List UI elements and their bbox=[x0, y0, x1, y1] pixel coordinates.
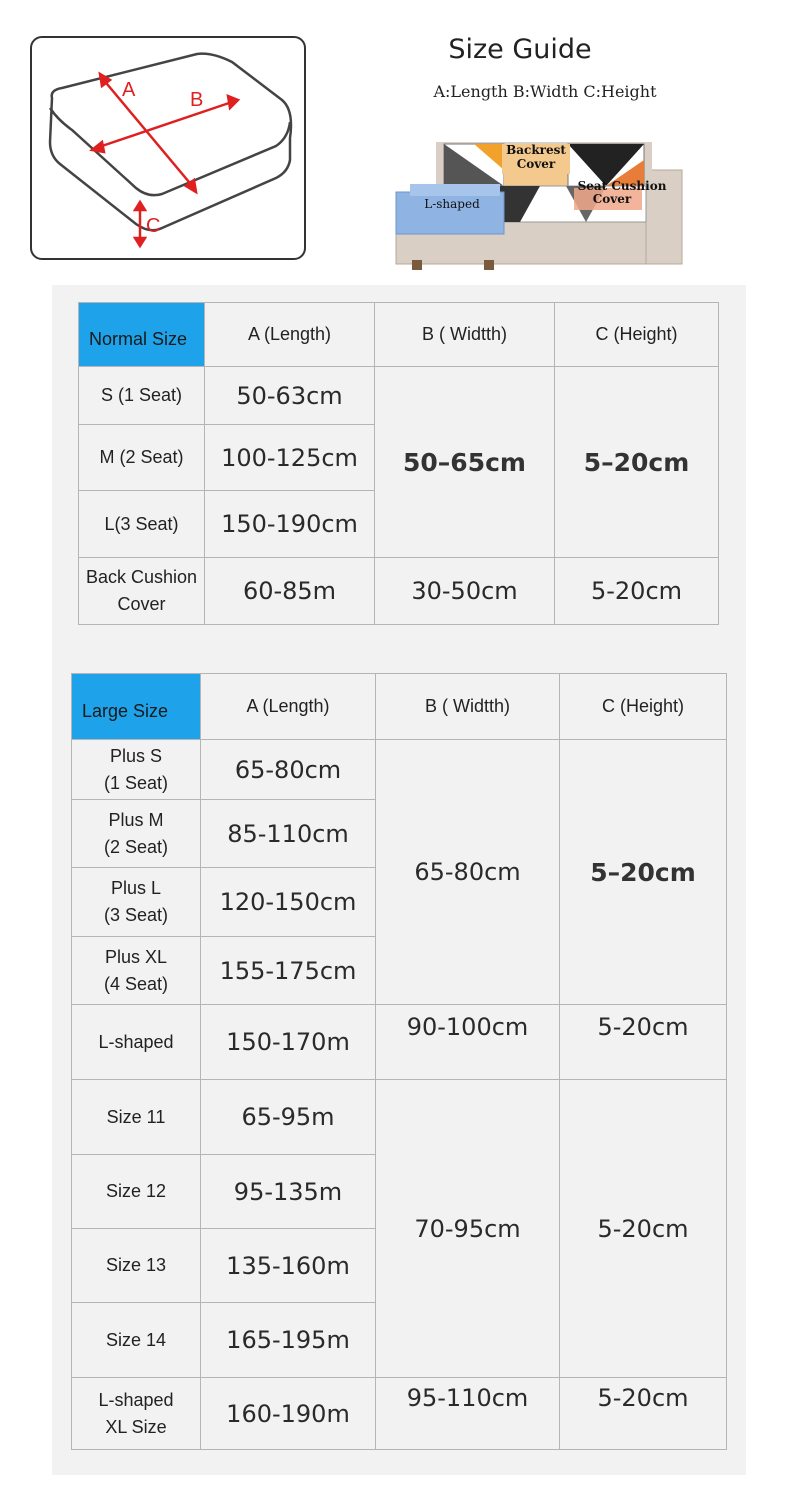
width-value: 70-95cm bbox=[376, 1080, 560, 1378]
row-label-line1: Plus M bbox=[108, 809, 164, 830]
length-value: 85-110cm bbox=[201, 800, 376, 868]
length-value: 155-175cm bbox=[201, 937, 376, 1005]
length-value: 65-80cm bbox=[201, 740, 376, 800]
backrest-label-1: Backrest bbox=[506, 143, 566, 157]
width-value: 90-100cm bbox=[376, 1005, 560, 1080]
seat-label-1: Seat Cushion bbox=[577, 179, 667, 193]
row-label-line2: (4 Seat) bbox=[103, 973, 169, 994]
table-row bbox=[72, 740, 727, 800]
col-length-header: A (Length) bbox=[205, 303, 375, 367]
cushion-diagram bbox=[30, 36, 306, 260]
width-value: 50–65cm bbox=[375, 367, 555, 558]
seat-label-2: Cover bbox=[592, 192, 632, 206]
row-label-line2: (3 Seat) bbox=[103, 905, 169, 925]
col-length-header: A (Length) bbox=[201, 674, 376, 740]
length-value: 65-95m bbox=[201, 1080, 376, 1155]
height-value: 5-20cm bbox=[560, 1080, 727, 1378]
row-label: Size 12 bbox=[72, 1155, 201, 1229]
length-value: 160-190m bbox=[201, 1378, 376, 1450]
page-title: Size Guide bbox=[448, 34, 592, 65]
row-label: L-shaped bbox=[72, 1005, 201, 1080]
row-label-line1: Plus S bbox=[109, 745, 163, 766]
table-row bbox=[72, 1378, 727, 1450]
row-label: Back Cushion Cover bbox=[79, 558, 205, 625]
row-label-line2: (2 Seat) bbox=[103, 836, 169, 857]
row-label bbox=[72, 800, 201, 868]
width-value: 65-80cm bbox=[376, 740, 560, 1005]
table-row bbox=[72, 1005, 727, 1080]
width-value: 30-50cm bbox=[375, 558, 555, 625]
height-value: 5–20cm bbox=[560, 740, 727, 1005]
length-value: 95-135m bbox=[201, 1155, 376, 1229]
row-label-line1: Plus L bbox=[110, 878, 162, 898]
row-label: Size 13 bbox=[72, 1229, 201, 1303]
height-value: 5–20cm bbox=[555, 367, 719, 558]
dimension-legend: A:Length B:Width C:Height bbox=[433, 82, 657, 101]
length-value: 50-63cm bbox=[205, 367, 375, 425]
large-size-table bbox=[71, 673, 727, 1450]
table-row bbox=[72, 1080, 727, 1155]
length-value: 100-125cm bbox=[205, 425, 375, 491]
col-height-header: C (Height) bbox=[560, 674, 727, 740]
row-label bbox=[72, 1378, 201, 1450]
col-width-header: B ( Widtth) bbox=[375, 303, 555, 367]
length-value: 150-190cm bbox=[205, 491, 375, 558]
row-label: M (2 Seat) bbox=[79, 425, 205, 491]
normal-size-table bbox=[78, 302, 719, 625]
row-label-line1: Plus XL bbox=[104, 946, 168, 967]
length-value: 120-150cm bbox=[201, 868, 376, 937]
row-label: L(3 Seat) bbox=[79, 491, 205, 558]
sofa-illustration bbox=[390, 130, 690, 272]
row-label-line2: (1 Seat) bbox=[103, 772, 169, 793]
lshape-label: L-shaped bbox=[424, 197, 480, 211]
normal-size-header: Normal Size bbox=[79, 303, 205, 367]
table-row bbox=[79, 558, 719, 625]
col-width-header: B ( Widtth) bbox=[376, 674, 560, 740]
length-value: 135-160m bbox=[201, 1229, 376, 1303]
length-value: 150-170m bbox=[201, 1005, 376, 1080]
row-label bbox=[72, 740, 201, 800]
cushion-sketch bbox=[32, 38, 304, 258]
col-height-header: C (Height) bbox=[555, 303, 719, 367]
height-value: 5-20cm bbox=[560, 1378, 727, 1450]
label-c: C bbox=[146, 215, 161, 237]
row-label bbox=[72, 937, 201, 1005]
large-size-header: Large Size bbox=[72, 674, 201, 740]
row-label bbox=[72, 868, 201, 937]
length-value: 165-195m bbox=[201, 1303, 376, 1378]
backrest-label-2: Cover bbox=[516, 157, 556, 171]
height-value: 5-20cm bbox=[560, 1005, 727, 1080]
width-value: 95-110cm bbox=[376, 1378, 560, 1450]
label-a: A bbox=[122, 79, 136, 101]
row-label: S (1 Seat) bbox=[79, 367, 205, 425]
height-value: 5-20cm bbox=[555, 558, 719, 625]
table-row bbox=[79, 367, 719, 425]
length-value: 60-85m bbox=[205, 558, 375, 625]
row-label-line1: L-shaped bbox=[98, 1389, 174, 1410]
row-label: Size 14 bbox=[72, 1303, 201, 1378]
row-label: Size 11 bbox=[72, 1080, 201, 1155]
label-b: B bbox=[190, 89, 204, 111]
row-label-line2: XL Size bbox=[105, 1416, 167, 1437]
